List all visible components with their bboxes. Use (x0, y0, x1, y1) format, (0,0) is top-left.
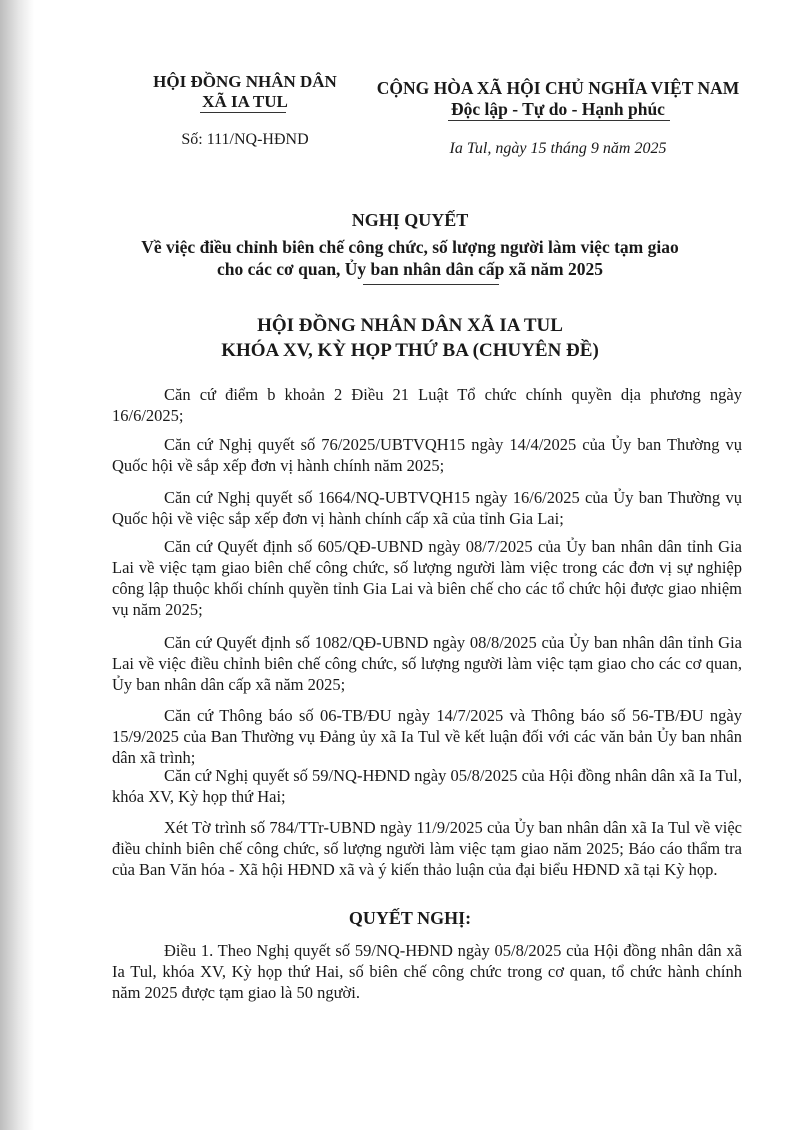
place-date: Ia Tul, ngày 15 tháng 9 năm 2025 (449, 140, 667, 157)
legal-basis-4: Căn cứ Quyết định số 605/QĐ-UBND ngày 08/7/2025 của Ủy ban nhân dân tỉnh Gia Lai về việc tạm giao biên chế công chức, số lượng người làm việc trong các đơn vị sự nghiệp công lập thuộc khối chính quyền tỉnh Gia Lai và biên chế cho các tổ chức hội được giao nhiệm vụ năm 2025; (112, 537, 742, 619)
decision-heading: QUYẾT NGHỊ: (348, 908, 472, 928)
document-subject-line1: Về việc điều chỉnh biên chế công chức, số lượng người làm việc tạm giao (141, 237, 679, 257)
scan-edge-shadow (0, 0, 34, 1130)
organization-name: HỘI ĐỒNG NHÂN DÂN (153, 72, 337, 91)
document-subject-line2: cho các cơ quan, Ủy ban nhân dân cấp xã năm 2025 (216, 259, 604, 279)
legal-basis-5: Căn cứ Quyết định số 1082/QĐ-UBND ngày 08/8/2025 của Ủy ban nhân dân tỉnh Gia Lai về việc điều chỉnh biên chế công chức, số lượng người làm việc tạm giao cho các cơ quan, Ủy ban nhân dân cấp xã năm 2025; (112, 633, 742, 694)
national-title: CỘNG HÒA XÃ HỘI CHỦ NGHĨA VIỆT NAM (376, 78, 740, 98)
legal-basis-7: Căn cứ Nghị quyết số 59/NQ-HĐND ngày 05/8/2025 của Hội đồng nhân dân xã Ia Tul, khóa XV, Kỳ họp thứ Hai; (112, 766, 742, 806)
national-motto: Độc lập - Tự do - Hạnh phúc (451, 99, 665, 119)
legal-basis-3: Căn cứ Nghị quyết số 1664/NQ-UBTVQH15 ngày 16/6/2025 của Ủy ban Thường vụ Quốc hội về việc sắp xếp đơn vị hành chính cấp xã của tỉnh Gia Lai; (112, 488, 742, 528)
legal-basis-6: Căn cứ Thông báo số 06-TB/ĐU ngày 14/7/2025 và Thông báo số 56-TB/ĐU ngày 15/9/2025 của Ban Thường vụ Đảng ủy xã Ia Tul về kết luận đối với các văn bản Ủy ban nhân dân xã trình; (112, 706, 742, 767)
legal-basis-1: Căn cứ điểm b khoản 2 Điều 21 Luật Tổ chức chính quyền dịa phương ngày 16/6/2025; (112, 385, 742, 425)
issuer-session: KHÓA XV, KỲ HỌP THỨ BA (CHUYÊN ĐỀ) (221, 340, 599, 361)
article-1: Điều 1. Theo Nghị quyết số 59/NQ-HĐND ngày 05/8/2025 của Hội đồng nhân dân xã Ia Tul, khóa XV, Kỳ họp thứ Hai, số biên chế công chức trong cơ quan, tổ chức hành chính năm 2025 được tạm giao là 50 người. (112, 941, 742, 1002)
organization-commune: XÃ IA TUL (202, 92, 288, 111)
legal-basis-2: Căn cứ Nghị quyết số 76/2025/UBTVQH15 ngày 14/4/2025 của Ủy ban Thường vụ Quốc hội về sắp xếp đơn vị hành chính năm 2025; (112, 435, 742, 475)
organization-underline (200, 112, 286, 113)
subject-underline (363, 284, 499, 285)
motto-underline (448, 120, 670, 121)
legal-basis-8: Xét Tờ trình số 784/TTr-UBND ngày 11/9/2025 của Ủy ban nhân dân xã Ia Tul về việc điều chỉnh biên chế công chức, số lượng người làm việc tạm giao năm 2025; Báo cáo thẩm tra của Ban Văn hóa - Xã hội HĐND xã và ý kiến thảo luận của đại biểu HĐND xã tại Kỳ họp. (112, 818, 742, 879)
document-number: Số: 111/NQ-HĐND (181, 131, 309, 148)
issuer-council: HỘI ĐỒNG NHÂN DÂN XÃ IA TUL (257, 315, 563, 336)
document-type-title: NGHỊ QUYẾT (351, 210, 469, 230)
